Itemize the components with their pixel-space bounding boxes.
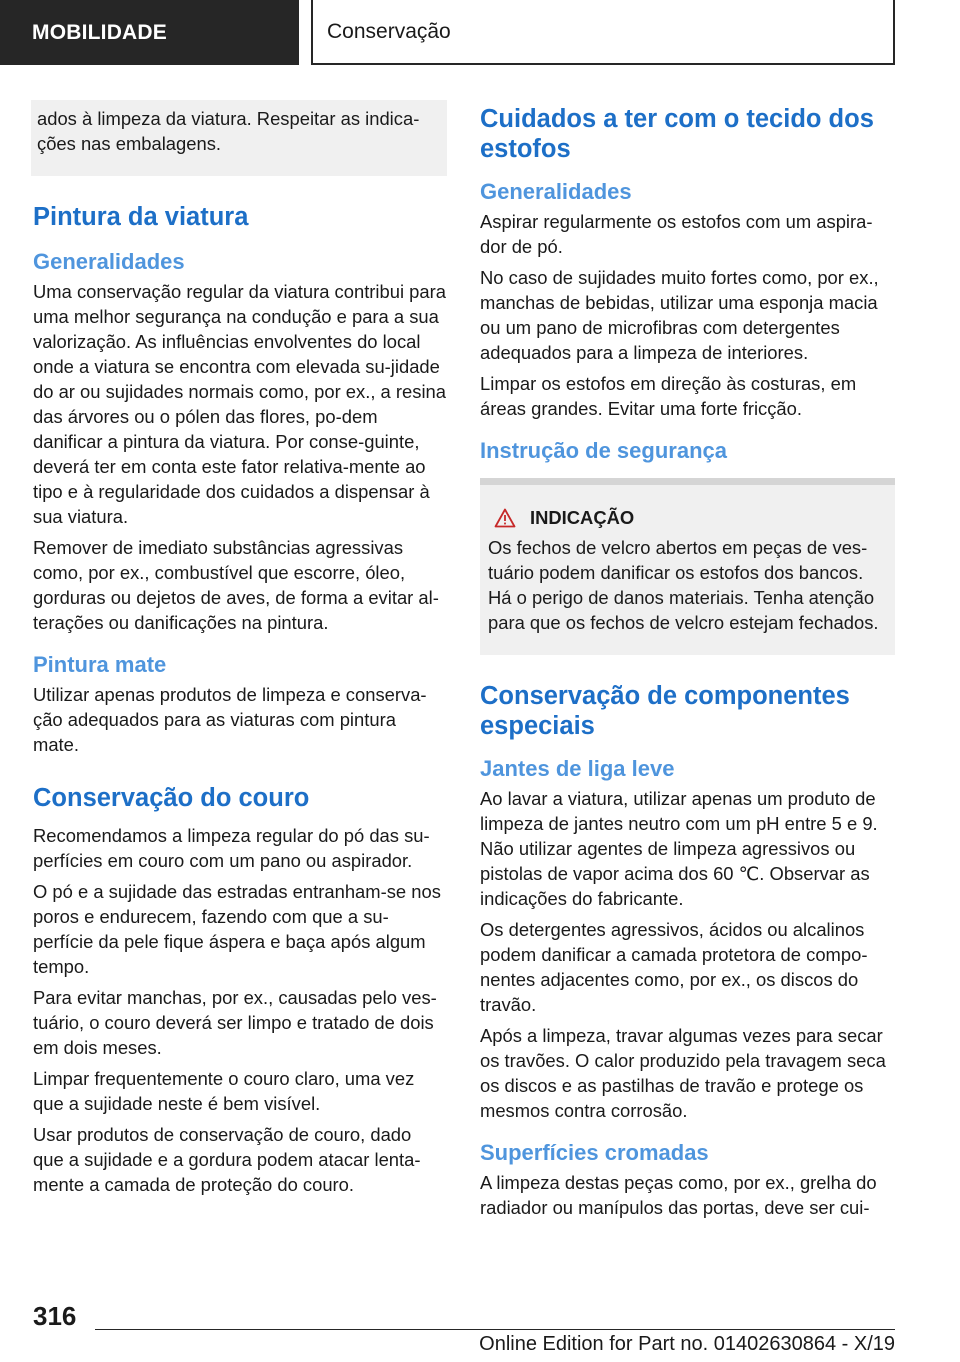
heading-couro: Conservação do couro [33,784,310,812]
subheading-seguranca: Instrução de segurança [480,438,727,463]
subheading-generalidades: Generalidades [33,249,185,274]
footer-edition: Online Edition for Part no. 01402630864 - X/19 [479,1333,895,1355]
continued-text: ados à limpeza da viatura. Respeitar as indica-ções nas embalagens. [37,108,420,154]
paragraph: Após a limpeza, travar algumas vezes para secar os travões. O calor produzido pela travagem seca os discos e as pastilhas de travão e protege os mesmos contra corrosão. [480,1025,886,1121]
continued-text-box [31,100,447,176]
paragraph: Limpar frequentemente o couro claro, uma vez que a sujidade neste é bem visível. [33,1068,415,1114]
paragraph: Para evitar manchas, por ex., causadas pelo ves-tuário, o couro deverá ser limpo e tratado de dois em dois meses. [33,987,437,1058]
paragraph: Ao lavar a viatura, utilizar apenas um produto de limpeza de jantes neutro com um pH entre 5 e 9. Não utilizar agentes de limpeza agressivos ou pistolas de vapor acima dos 60 ℃. Observar as indicações do fabricante. [480,788,878,909]
paragraph: Os detergentes agressivos, ácidos ou alcalinos podem danificar a camada protetora de compo-nentes adjacentes como, por ex., os discos do travão. [480,919,868,1015]
warning-icon [494,508,516,528]
notice-title: INDICAÇÃO [530,507,635,528]
heading-tecido: Cuidados a ter com o tecido dos estofos [480,105,874,163]
paragraph: A limpeza destas peças como, por ex., grelha do radiador ou manípulos das portas, deve ser cui- [480,1172,877,1218]
paragraph: Usar produtos de conservação de couro, dado que a sujidade e a gordura podem atacar lenta-mente a camada de proteção do couro. [33,1124,421,1195]
page-number: 316 [33,1301,77,1331]
paragraph: Recomendamos a limpeza regular do pó das su-perfícies em couro com um pano ou aspirador. [33,825,430,871]
subheading-pintura-mate: Pintura mate [33,652,167,677]
notice-header [488,507,887,529]
section-title: MOBILIDADE [32,20,167,44]
paragraph: Uma conservação regular da viatura contribui para uma melhor segurança na condução e para a sua valorização. As influências envolventes do local onde a viatura se encontra com elevada su-jidade do ar ou sujidades normais como, por ex., a resina das árvores ou o pólen das flores, po-dem danificar a pintura da viatura. Por conse-guinte, deverá ter em conta este fator relativa-mente ao tipo e à regularidade dos cuidados a dispensar à sua viatura. [33,281,446,527]
chapter-tab [311,0,895,65]
heading-componentes: Conservação de componentes especiais [480,682,850,740]
subheading-generalidades: Generalidades [480,179,632,204]
paragraph: Remover de imediato substâncias agressivas como, por ex., combustível que escorre, óleo, gorduras ou dejetos de aves, de forma a evitar al-terações ou danificações na pintura. [33,537,439,633]
subheading-cromadas: Superfícies cromadas [480,1140,709,1165]
paragraph: No caso de sujidades muito fortes como, por ex., manchas de bebidas, utilizar uma esponja macia ou um pano de microfibras com detergentes adequados para a limpeza de interiores. [480,267,879,363]
section-tab [0,0,299,65]
heading-pintura: Pintura da viatura [33,203,249,231]
paragraph: O pó e a sujidade das estradas entranham-se nos poros e endurecem, fazendo com que a su-perfície da pele fique áspera e baça após algum tempo. [33,881,441,977]
footer-divider [95,1329,895,1330]
paragraph: Utilizar apenas produtos de limpeza e conserva-ção adequados para as viaturas com pintura mate. [33,684,427,755]
divider [480,478,895,485]
paragraph: Aspirar regularmente os estofos com um aspira-dor de pó. [480,211,873,257]
subheading-jantes: Jantes de liga leve [480,756,675,781]
notice-text: Os fechos de velcro abertos em peças de ves-tuário podem danificar os estofos dos bancos. Há o perigo de danos materiais. Tenha atenção para que os fechos de velcro estejam fechados. [488,537,879,633]
paragraph: Limpar os estofos em direção às costuras, em áreas grandes. Evitar uma forte fricção. [480,373,857,419]
right-column [480,100,895,1226]
notice-box [480,485,895,655]
left-column [33,100,447,1203]
chapter-title: Conservação [327,19,451,43]
